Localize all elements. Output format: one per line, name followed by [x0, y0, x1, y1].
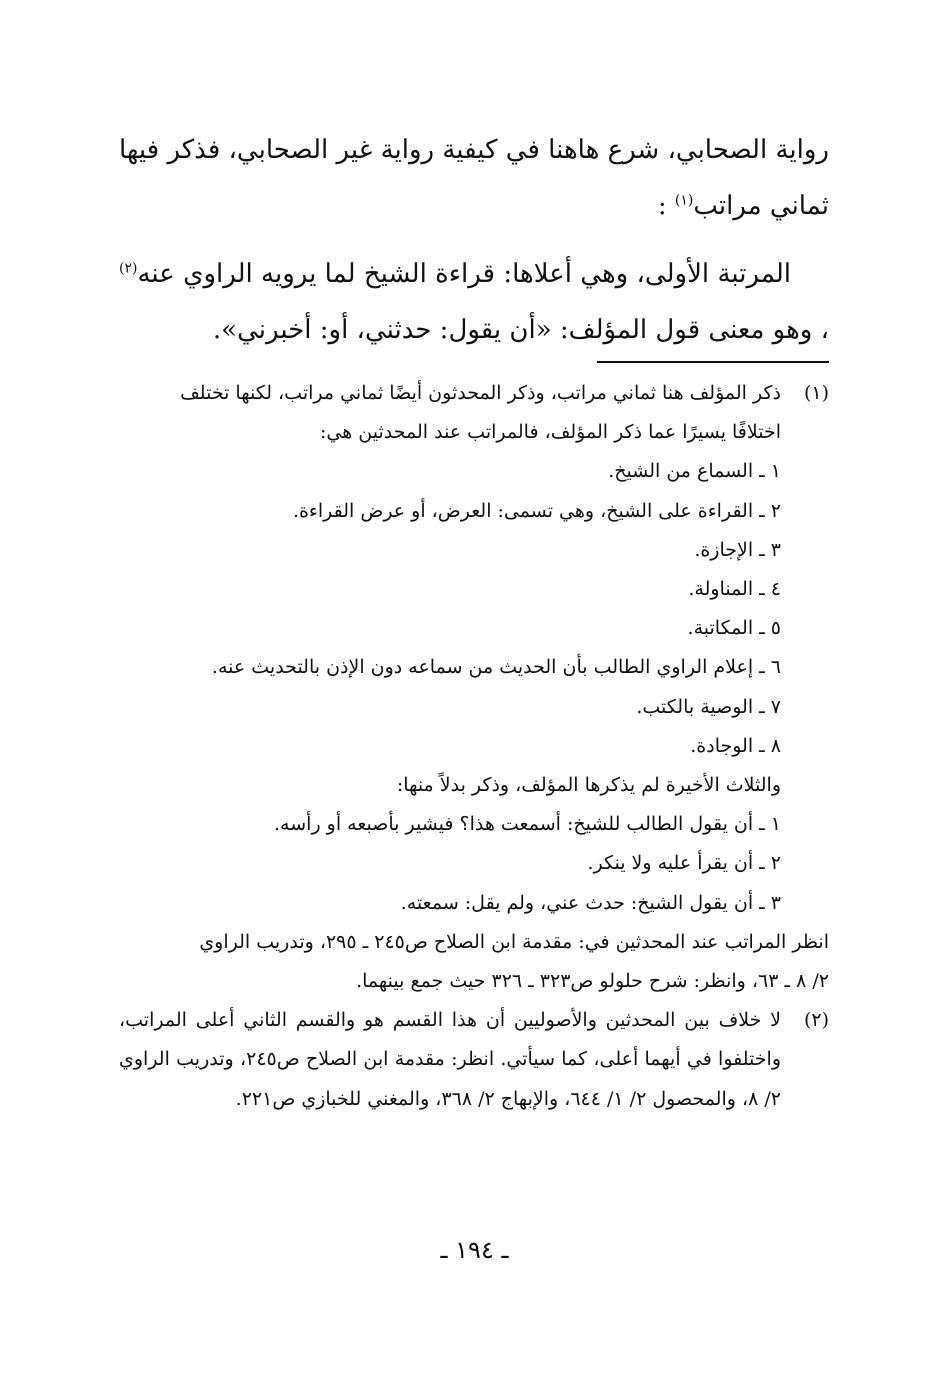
- footnote-1-line: ٣ ـ أن يقول الشيخ: حدث عني، ولم يقل: سمعته.: [400, 891, 781, 914]
- footnote-1-line: ٤ ـ المناولة.: [688, 578, 781, 601]
- footnote-1-line: ٢ ـ أن يقرأ عليه ولا ينكر.: [587, 852, 781, 875]
- main-paragraph-2: [119, 246, 829, 358]
- footnote-1-line: ١ ـ السماع من الشيخ.: [608, 460, 781, 483]
- footnote-separator: [597, 361, 829, 363]
- footnote-1-line: ٨ ـ الوجادة.: [690, 734, 781, 757]
- main-paragraph-2-end: ، وهو معنى قول المؤلف: «أن يقول: حدثني، أو: أخبرني».: [212, 315, 829, 345]
- footnote-1-source-line: انظر المراتب عند المحدثين في: مقدمة ابن الصلاح ص٢٤٥ ـ ٢٩٥، وتدريب الراوي: [199, 930, 829, 953]
- footnote-1-line: ٥ ـ المكاتبة.: [687, 617, 781, 640]
- main-paragraph-2-text: المرتبة الأولى، وهي أعلاها: قراءة الشيخ لما يرويه الراوي عنه: [137, 259, 791, 289]
- footnote-1-line: ٢ ـ القراءة على الشيخ، وهي تسمى: العرض، أو عرض القراءة.: [292, 499, 781, 522]
- footnote-ref-1: (١): [674, 192, 694, 209]
- footnote-2-number: (٢): [803, 1009, 829, 1032]
- footnote-1-line: ٣ ـ الإجازة.: [694, 538, 781, 561]
- footnote-2: [119, 1001, 829, 1119]
- main-paragraph-1-text: رواية الصحابي، شرع هاهنا في كيفية رواية غير الصحابي، فذكر فيها ثماني مراتب: [119, 135, 829, 221]
- footnote-1-line: ١ ـ أن يقول الطالب للشيخ: أسمعت هذا؟ فيشير بأصبعه أو رأسه.: [274, 813, 781, 836]
- footnote-1-line: ٧ ـ الوصية بالكتب.: [636, 695, 781, 718]
- main-paragraph-1-end: :: [657, 191, 675, 221]
- footnote-1-line: ذكر المؤلف هنا ثماني مراتب، وذكر المحدثون أيضًا ثماني مراتب، لكنها تختلف: [180, 382, 781, 404]
- main-paragraph-1: [119, 122, 829, 234]
- footnote-1-number: (١): [803, 382, 829, 404]
- footnotes: [119, 374, 829, 1119]
- footnote-2-text: لا خلاف بين المحدثين والأصوليين أن هذا القسم هو والقسم الثاني أعلى المراتب، واختلفوا في أيهما أعلى، كما سيأتي. انظر: مقدمة ابن الصلاح ص٢٤٥، وتدريب الراوي ٢/ ٨، والمحصول ٢/ ١/ ٦٤٤، والإبهاج ٢/ ٣٦٨، والمغني للخبازي ص٢٢١.: [119, 1009, 781, 1110]
- footnote-1-source-line: ٢/ ٨ ـ ٦٣، وانظر: شرح حلولو ص٣٢٣ ـ ٣٢٦ حيث جمع بينهما.: [356, 970, 829, 993]
- footnote-1: [119, 374, 829, 1001]
- footnote-ref-2: (٢): [119, 260, 138, 277]
- footnote-1-line: اختلافًا يسيرًا عما ذكر المؤلف، فالمراتب عند المحدثين هي:: [319, 421, 781, 444]
- footnote-1-line: والثلاث الأخيرة لم يذكرها المؤلف، وذكر بدلاً منها:: [396, 774, 781, 797]
- page-number: ـ ١٩٤ ـ: [440, 1236, 509, 1264]
- footnote-1-line: ٦ ـ إعلام الراوي الطالب بأن الحديث من سماعه دون الإذن بالتحديث عنه.: [211, 656, 781, 679]
- main-text: [119, 122, 829, 358]
